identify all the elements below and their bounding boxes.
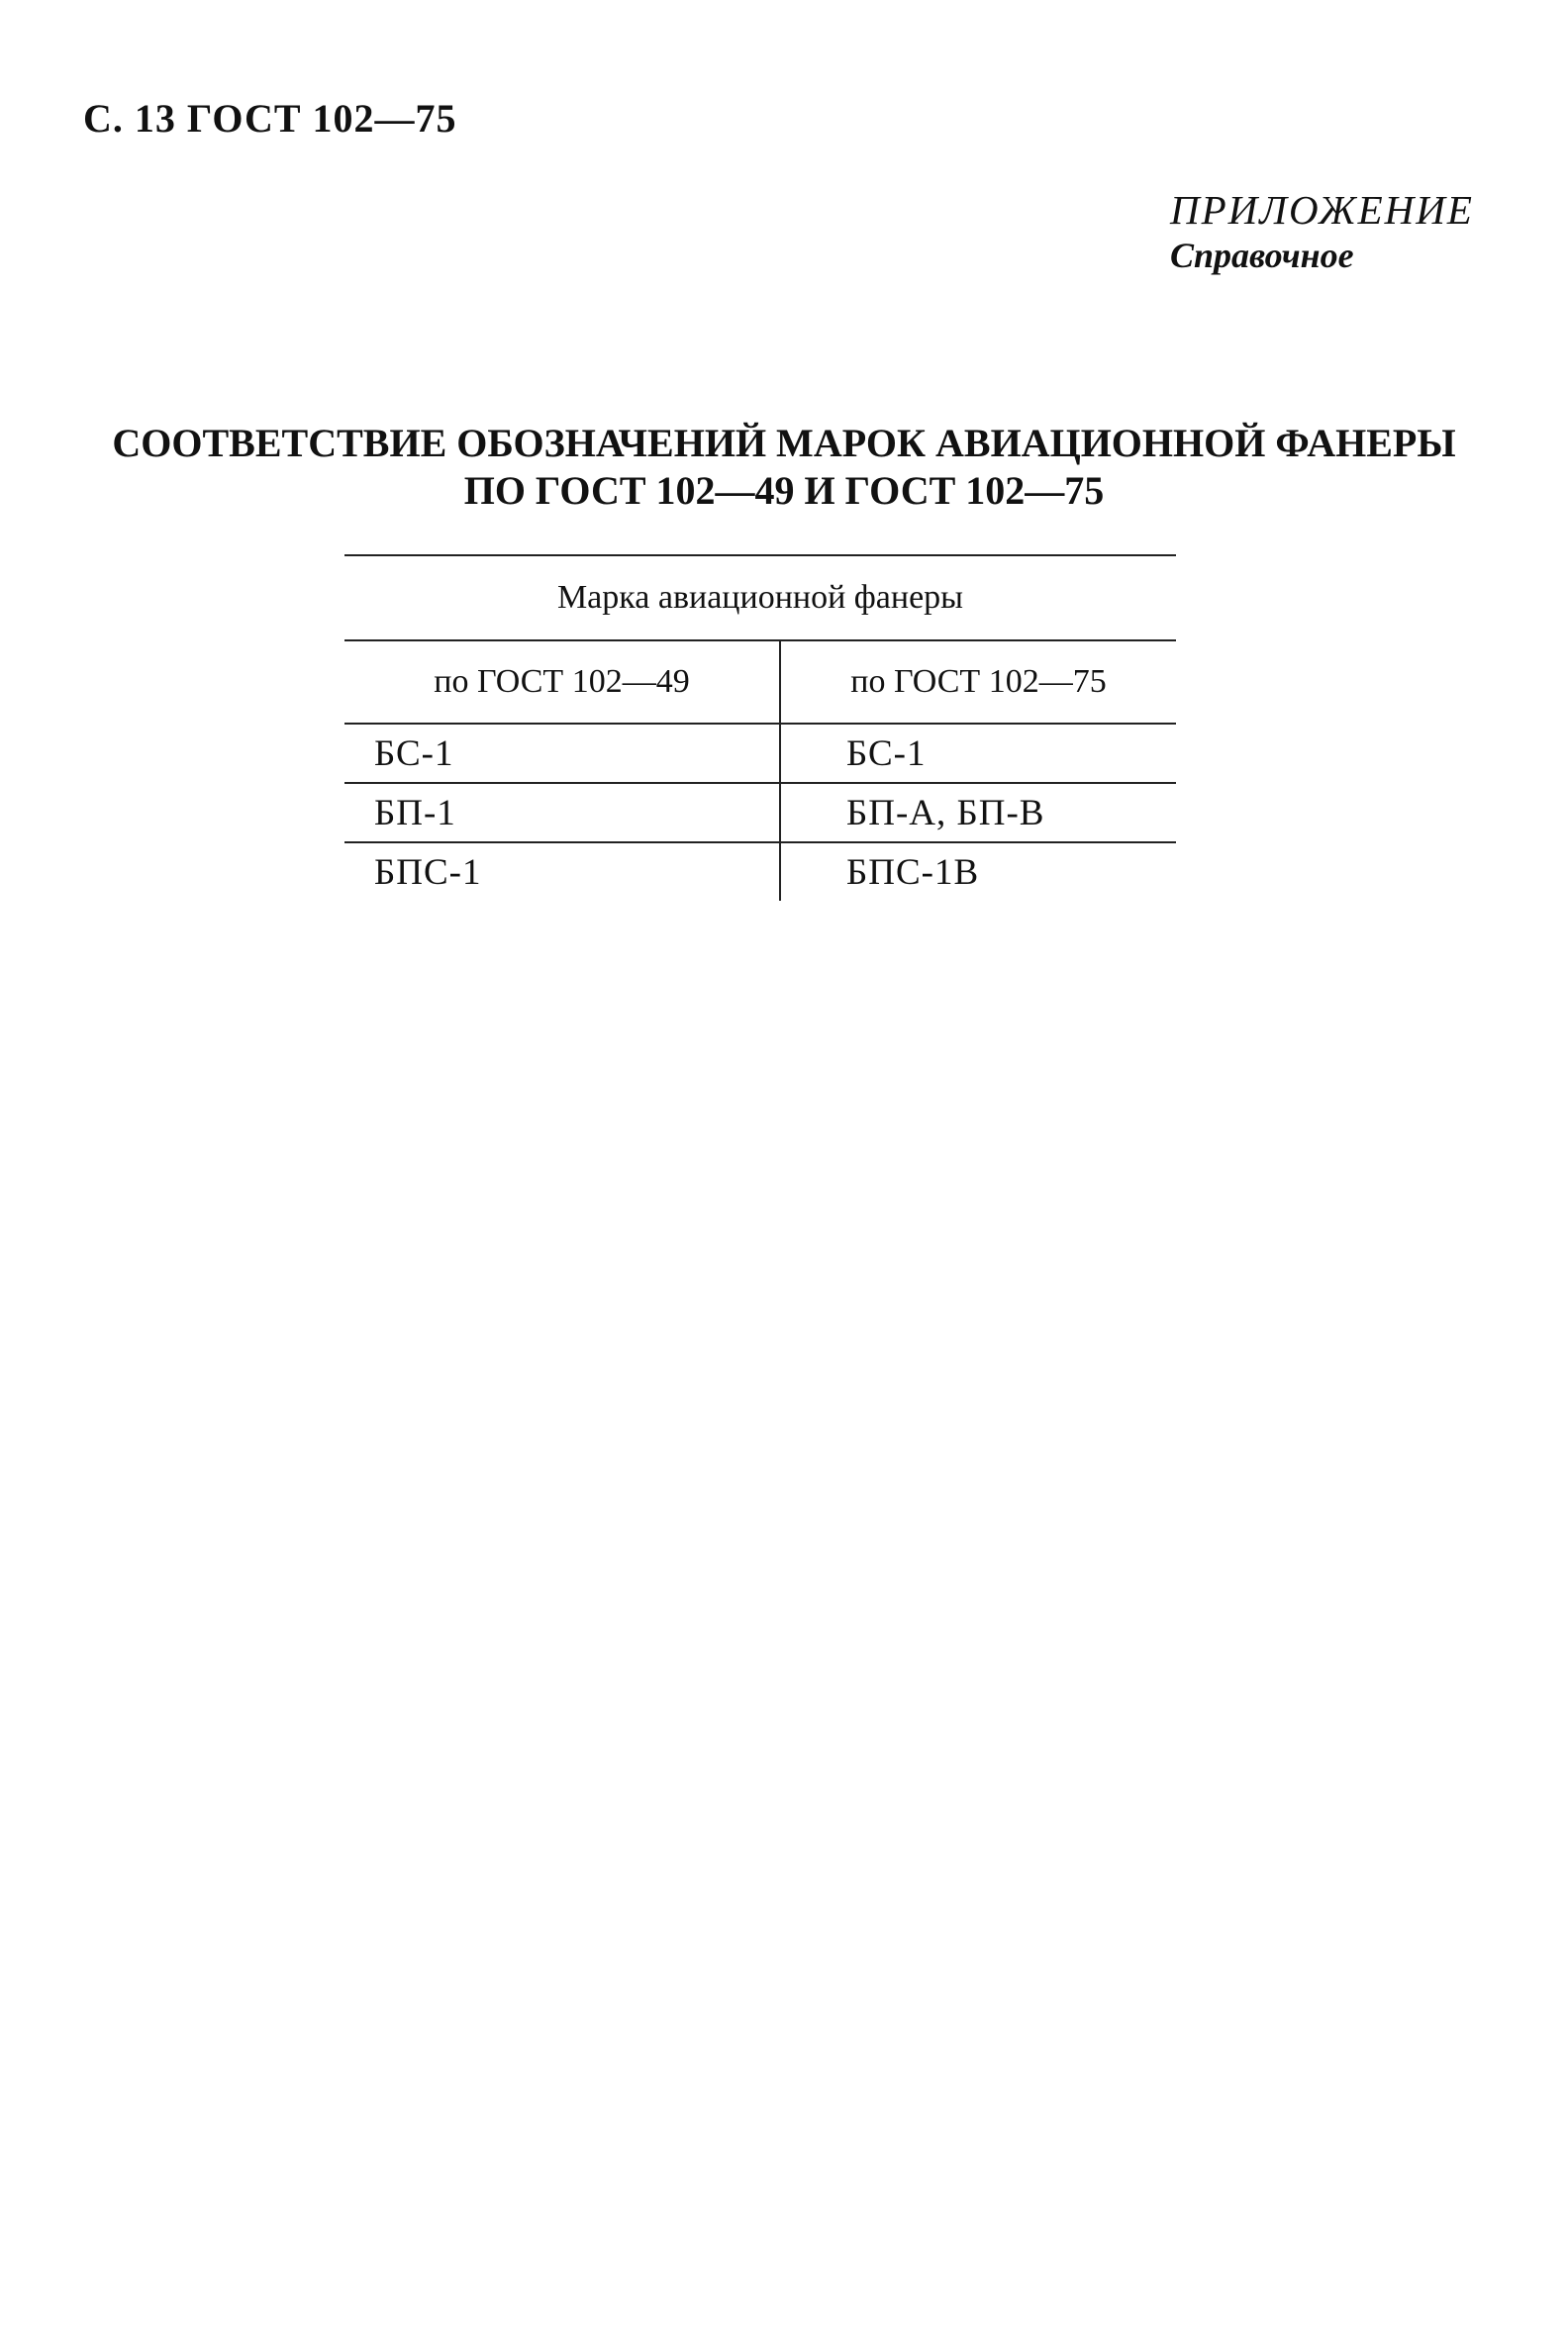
cell-new-mark: БС-1: [780, 724, 1176, 783]
appendix-subtitle: Справочное: [1170, 236, 1354, 275]
table-group-header-row: [344, 555, 1176, 640]
cell-old-mark: БС-1: [344, 724, 780, 783]
appendix-title: ПРИЛОЖЕНИЕ: [1170, 187, 1474, 233]
document-title-line-1: СООТВЕТСТВИЕ ОБОЗНАЧЕНИЙ МАРОК АВИАЦИОННОЙ ФАНЕРЫ: [112, 421, 1456, 465]
table-row: [344, 783, 1176, 842]
cell-new-mark: БП-А, БП-В: [780, 783, 1176, 842]
column-header-gost-102-75: по ГОСТ 102—75: [780, 640, 1176, 724]
table-row: [344, 842, 1176, 901]
document-title: [0, 420, 1568, 515]
cell-new-mark: БПС-1В: [846, 851, 980, 893]
table-row: [344, 724, 1176, 783]
cell-old-mark: БПС-1: [344, 842, 780, 901]
table-column-header-row: [344, 640, 1176, 724]
table-group-header: Марка авиационной фанеры: [344, 555, 1176, 640]
page-header: С. 13 ГОСТ 102—75: [83, 96, 457, 141]
document-title-line-2: ПО ГОСТ 102—49 И ГОСТ 102—75: [463, 468, 1105, 513]
cell-old-mark: БП-1: [344, 783, 780, 842]
column-header-gost-102-49: по ГОСТ 102—49: [344, 640, 780, 724]
marks-table: [344, 554, 1176, 901]
appendix-label: [1170, 186, 1474, 277]
